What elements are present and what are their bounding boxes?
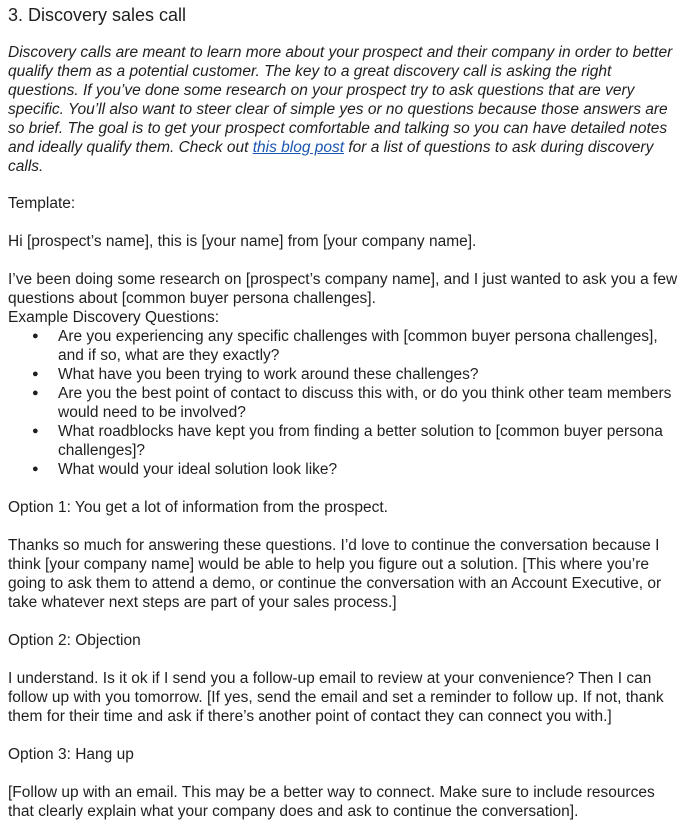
list-item: ● What would your ideal solution look like? [58,460,681,479]
blog-post-link[interactable]: this blog post [252,139,345,156]
question-list [8,327,681,479]
research-line: I’ve been doing some research on [prospect’s company name], and I just wanted to ask you a few questions about [common buyer persona challenges]. [8,271,678,307]
list-item: ● Are you the best point of contact to discuss this with, or do you think other team members would need to be involved? [58,384,681,422]
intro-text-before: Discovery calls are meant to learn more about your prospect and their company in order to better qualify them as a potential customer. The key to a great discovery call is asking the right questions. If you’ve done some research on your prospect try to ask questions that are very specific. You’ll also want to steer clear of simple yes or no questions because those answers are so brief. The goal is to get your prospect comfortable and talking so you can have detailed notes and ideally qualify them. Check out [8,44,673,156]
option-2-text: I understand. Is it ok if I send you a follow-up email to review at your convenience? Then I can follow up with you tomorrow. [If yes, send the email and set a reminder to follow up. If not, thank them for their time and ask if there’s another point of contact they can connect you with.] [8,670,664,725]
template-label: Template: [8,195,76,212]
option-1-text: Thanks so much for answering these questions. I’d love to continue the conversation because I think [your company name] would be able to help you figure out a solution. [This where you’re going to ask them to attend a demo, or continue the conversation with an Account Executive, or take whatever next steps are part of your sales process.] [8,537,662,611]
questions-label: Example Discovery Questions: [8,309,220,326]
section-heading: 3. Discovery sales call [8,5,187,25]
option-2-label: Option 2: Objection [8,632,141,649]
intro-text-after: for a list of questions to ask during discovery calls. [8,139,654,175]
list-item: ● Are you experiencing any specific challenges with [common buyer persona challenges], and if so, what are they exactly? [58,327,681,365]
list-item: ● What have you been trying to work around these challenges? [58,365,681,384]
greeting-line: Hi [prospect’s name], this is [your name] from [your company name]. [8,233,477,250]
option-3-label: Option 3: Hang up [8,746,134,763]
intro-paragraph [8,43,681,176]
option-1-label: Option 1: You get a lot of information from the prospect. [8,499,388,516]
option-3-text: [Follow up with an email. This may be a better way to connect. Make sure to include resources that clearly explain what your company does and ask to continue the conversation]. [8,784,655,820]
list-item: ● What roadblocks have kept you from finding a better solution to [common buyer persona challenges]? [58,422,681,460]
